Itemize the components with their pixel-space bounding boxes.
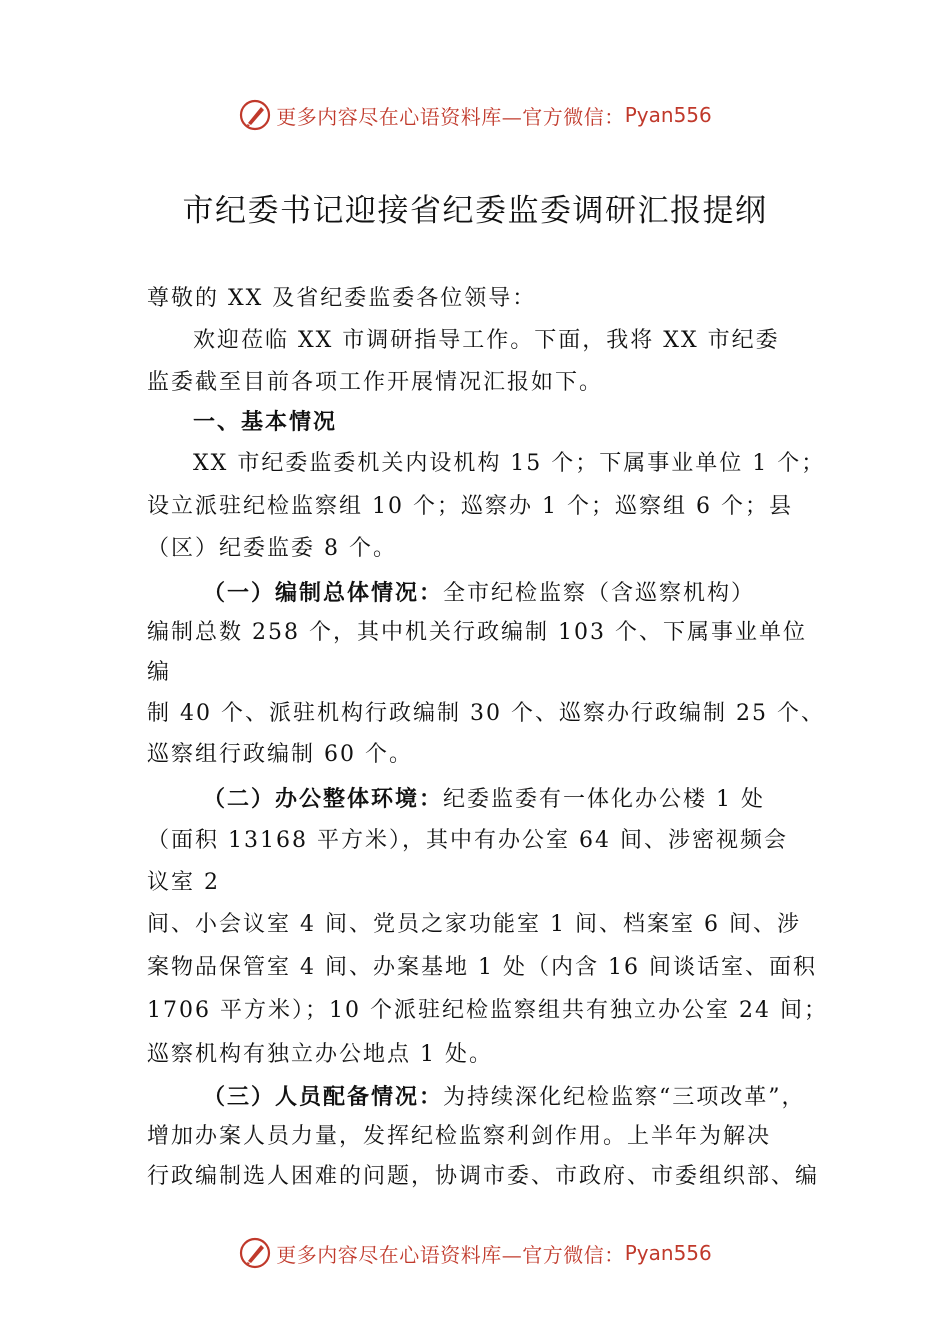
watermark-text: 更多内容尽在心语资料库—官方微信：: [276, 104, 625, 129]
section-heading: 一、基本情况: [193, 410, 338, 435]
watermark-text: 更多内容尽在心语资料库—官方微信：: [276, 1242, 625, 1267]
salutation: 尊敬的 XX 及省纪委监委各位领导：: [147, 286, 537, 311]
subheading: （三）人员配备情况：: [203, 1084, 444, 1110]
subheading-line: [203, 578, 755, 609]
watermark-wechat-id: Pyan556: [624, 1241, 712, 1265]
paragraph-text: 纪委监委有一体化办公楼 1 处: [443, 787, 765, 812]
paragraph-line: 监委截至目前各项工作开展情况汇报如下。: [147, 370, 604, 395]
subheading: （一）编制总体情况：: [203, 580, 444, 606]
paragraph-line: 设立派驻纪检监察组 10 个；巡察办 1 个；巡察组 6 个；县: [147, 494, 793, 519]
paragraph-line: 间、小会议室 4 间、党员之家功能室 1 间、档案室 6 间、涉: [147, 912, 801, 937]
document-title: 市纪委书记迎接省纪委监委调研汇报提纲: [182, 193, 768, 229]
paragraph-line: 制 40 个、派驻机构行政编制 30 个、巡察办行政编制 25 个、: [147, 701, 825, 726]
watermark-header: [0, 95, 950, 135]
paragraph-line: （面积 13168 平方米），其中有办公室 64 间、涉密视频会: [147, 828, 788, 853]
subheading-line: [203, 1082, 806, 1113]
paragraph-line: 巡察机构有独立办公地点 1 处。: [147, 1042, 493, 1067]
pen-logo-icon: [238, 98, 272, 132]
paragraph-line: 编: [147, 660, 172, 685]
paragraph-line: 1706 平方米）；10 个派驻纪检监察组共有独立办公室 24 间；: [147, 998, 828, 1023]
paragraph-line: 编制总数 258 个，其中机关行政编制 103 个、下属事业单位: [147, 620, 807, 645]
paragraph-line: XX 市纪委监委机关内设机构 15 个；下属事业单位 1 个；: [193, 451, 826, 476]
paragraph-line: 增加办案人员力量，发挥纪检监察利剑作用。上半年为解决: [147, 1124, 772, 1149]
paragraph-line: 案物品保管室 4 间、办案基地 1 处（内含 16 间谈话室、面积: [147, 955, 817, 980]
paragraph-line: 巡察组行政编制 60 个。: [147, 742, 413, 767]
subheading: （二）办公整体环境：: [203, 786, 444, 812]
paragraph-line: 议室 2: [147, 870, 220, 895]
watermark-footer: [0, 1233, 950, 1273]
paragraph-line: 行政编制选人困难的问题，协调市委、市政府、市委组织部、编: [147, 1164, 820, 1189]
paragraph-text: 全市纪检监察（含巡察机构）: [443, 581, 756, 606]
paragraph-line: （区）纪委监委 8 个。: [147, 536, 397, 561]
paragraph-line: 欢迎莅临 XX 市调研指导工作。下面，我将 XX 市纪委: [193, 328, 780, 353]
pen-logo-icon: [238, 1236, 272, 1270]
paragraph-text: 为持续深化纪检监察“三项改革”，: [443, 1085, 806, 1110]
watermark-wechat-id: Pyan556: [624, 103, 712, 127]
subheading-line: [203, 784, 765, 815]
